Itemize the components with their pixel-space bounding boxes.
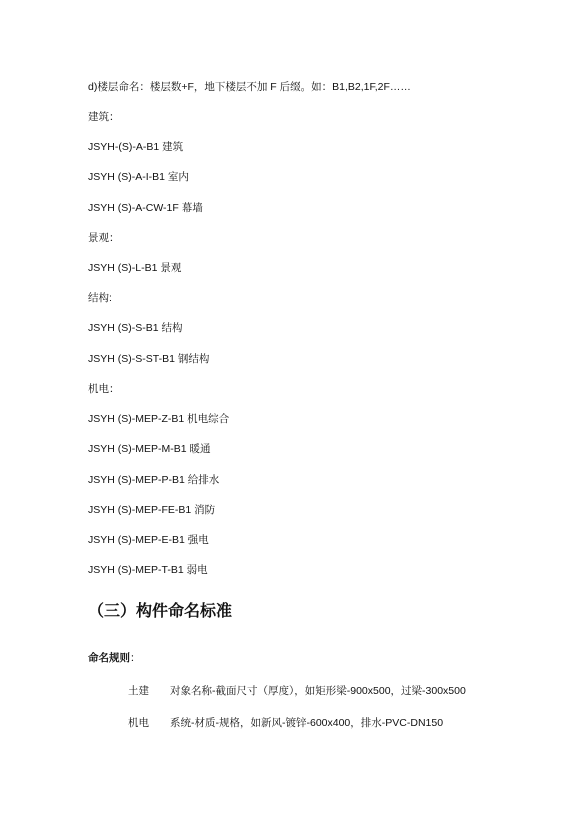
rule-text: 系统-材质-规格，如新风-镀锌-600x400，排水-PVC-DN150 [170,717,444,729]
rule-category: 土建 [128,685,149,697]
floor-naming-rule: d)楼层命名：楼层数+F，地下楼层不加 F 后缀。如：B1,B2,1F,2F…… [88,81,411,93]
naming-rules-colon: ： [130,652,141,664]
code-interior: JSYH (S)-A-I-B1 室内 [88,171,189,183]
code-mep-combined: JSYH (S)-MEP-Z-B1 机电综合 [88,413,230,425]
label-mep: 机电： [88,383,120,395]
code-curtain-wall: JSYH (S)-A-CW-1F 幕墙 [88,202,203,214]
label-architecture: 建筑： [88,111,120,123]
rule-text: 对象名称-截面尺寸（厚度），如矩形梁-900x500，过梁-300x500 [170,685,466,697]
code-steel-structure: JSYH (S)-S-ST-B1 钢结构 [88,353,210,365]
label-structure: 结构: [88,292,112,304]
rule-row-civil [128,684,466,698]
code-landscape: JSYH (S)-L-B1 景观 [88,262,182,274]
code-fire-protection: JSYH (S)-MEP-FE-B1 消防 [88,504,216,516]
rule-row-mep [128,716,443,730]
label-landscape: 景观： [88,232,120,244]
code-hvac: JSYH (S)-MEP-M-B1 暖通 [88,443,211,455]
naming-rules-label: 命名规则 [88,652,130,664]
rule-category: 机电 [128,717,149,729]
naming-rules-title [88,651,141,665]
code-structure: JSYH (S)-S-B1 结构 [88,322,183,334]
code-electrical-low-voltage: JSYH (S)-MEP-T-B1 弱电 [88,564,208,576]
code-electrical-power: JSYH (S)-MEP-E-B1 强电 [88,534,209,546]
code-plumbing: JSYH (S)-MEP-P-B1 给排水 [88,474,220,486]
section-heading: （三）构件命名标准 [88,603,233,620]
code-architecture: JSYH-(S)-A-B1 建筑 [88,141,184,153]
